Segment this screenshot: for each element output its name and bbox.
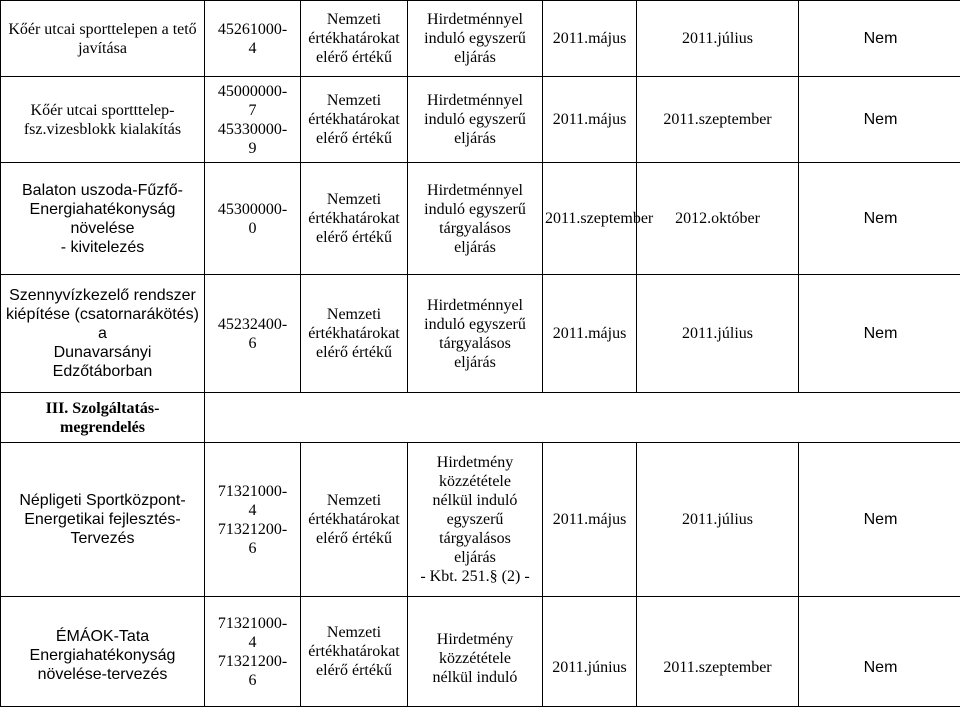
value-threshold-cell: Nemzeti értékhatárokat elérő értékű — [301, 443, 408, 597]
start-date-cell: 2011.május — [543, 275, 637, 393]
cpv-code-cell: 71321000- 4 71321200- 6 — [205, 597, 301, 707]
cpv-code-cell: 45261000- 4 — [205, 1, 301, 77]
flag-cell: Nem — [799, 77, 960, 163]
table-row — [1, 1, 960, 77]
value-threshold-cell: Nemzeti értékhatárokat elérő értékű — [301, 275, 408, 393]
cpv-code-cell: 45232400- 6 — [205, 275, 301, 393]
section-spacer — [205, 393, 960, 443]
flag-cell: Nem — [799, 1, 960, 77]
end-date-cell: 2011.július — [637, 275, 799, 393]
value-threshold-cell: Nemzeti értékhatárokat elérő értékű — [301, 1, 408, 77]
table-row — [1, 77, 960, 163]
project-name-cell: Népligeti Sportközpont- Energetikai fejlesztés- Tervezés — [1, 443, 205, 597]
start-date-cell: 2011.május — [543, 1, 637, 77]
start-date-cell: 2011.szeptember — [543, 163, 637, 275]
project-name-cell: Kőér utcai sporttelepen a tető javítása — [1, 1, 205, 77]
procedure-type-cell: Hirdetménnyel induló egyszerű tárgyalásos eljárás — [408, 275, 543, 393]
table-row — [1, 597, 960, 707]
value-threshold-cell: Nemzeti értékhatárokat elérő értékű — [301, 597, 408, 707]
start-date-cell: 2011.május — [543, 77, 637, 163]
project-name-cell: ÉMÁOK-Tata Energiahatékonyság növelése-tervezés — [1, 597, 205, 707]
table-row — [1, 443, 960, 597]
procedure-type-cell: Hirdetmény közzététele nélkül induló egyszerű tárgyalásos eljárás - Kbt. 251.§ (2) - — [408, 443, 543, 597]
start-date-cell: 2011.június — [543, 597, 637, 707]
end-date-cell: 2011.július — [637, 1, 799, 77]
section-header-row — [1, 393, 960, 443]
section-heading: III. Szolgáltatás- megrendelés — [1, 393, 205, 443]
flag-cell: Nem — [799, 163, 960, 275]
table-row — [1, 163, 960, 275]
end-date-cell: 2012.október — [637, 163, 799, 275]
procedure-type-cell: Hirdetménnyel induló egyszerű tárgyalásos eljárás — [408, 163, 543, 275]
project-name-cell: Szennyvízkezelő rendszer kiépítése (csatornarákötés) a Dunavarsányi Edzőtáborban — [1, 275, 205, 393]
cpv-code-cell: 71321000- 4 71321200- 6 — [205, 443, 301, 597]
project-name-cell: Kőér utcai sportttelep- fsz.vizesblokk kialakítás — [1, 77, 205, 163]
end-date-cell: 2011.július — [637, 443, 799, 597]
flag-cell: Nem — [799, 597, 960, 707]
end-date-cell: 2011.szeptember — [637, 597, 799, 707]
end-date-cell: 2011.szeptember — [637, 77, 799, 163]
cpv-code-cell: 45000000- 7 45330000- 9 — [205, 77, 301, 163]
procedure-type-cell: Hirdetménnyel induló egyszerű eljárás — [408, 77, 543, 163]
flag-cell: Nem — [799, 275, 960, 393]
cpv-code-cell: 45300000- 0 — [205, 163, 301, 275]
value-threshold-cell: Nemzeti értékhatárokat elérő értékű — [301, 77, 408, 163]
procedure-type-cell: Hirdetménnyel induló egyszerű eljárás — [408, 1, 543, 77]
flag-cell: Nem — [799, 443, 960, 597]
project-name-cell: Balaton uszoda-Fűzfő- Energiahatékonyság növelése - kivitelezés — [1, 163, 205, 275]
procedure-type-cell: Hirdetmény közzététele nélkül induló — [408, 597, 543, 707]
start-date-cell: 2011.május — [543, 443, 637, 597]
table-row — [1, 275, 960, 393]
value-threshold-cell: Nemzeti értékhatárokat elérő értékű — [301, 163, 408, 275]
